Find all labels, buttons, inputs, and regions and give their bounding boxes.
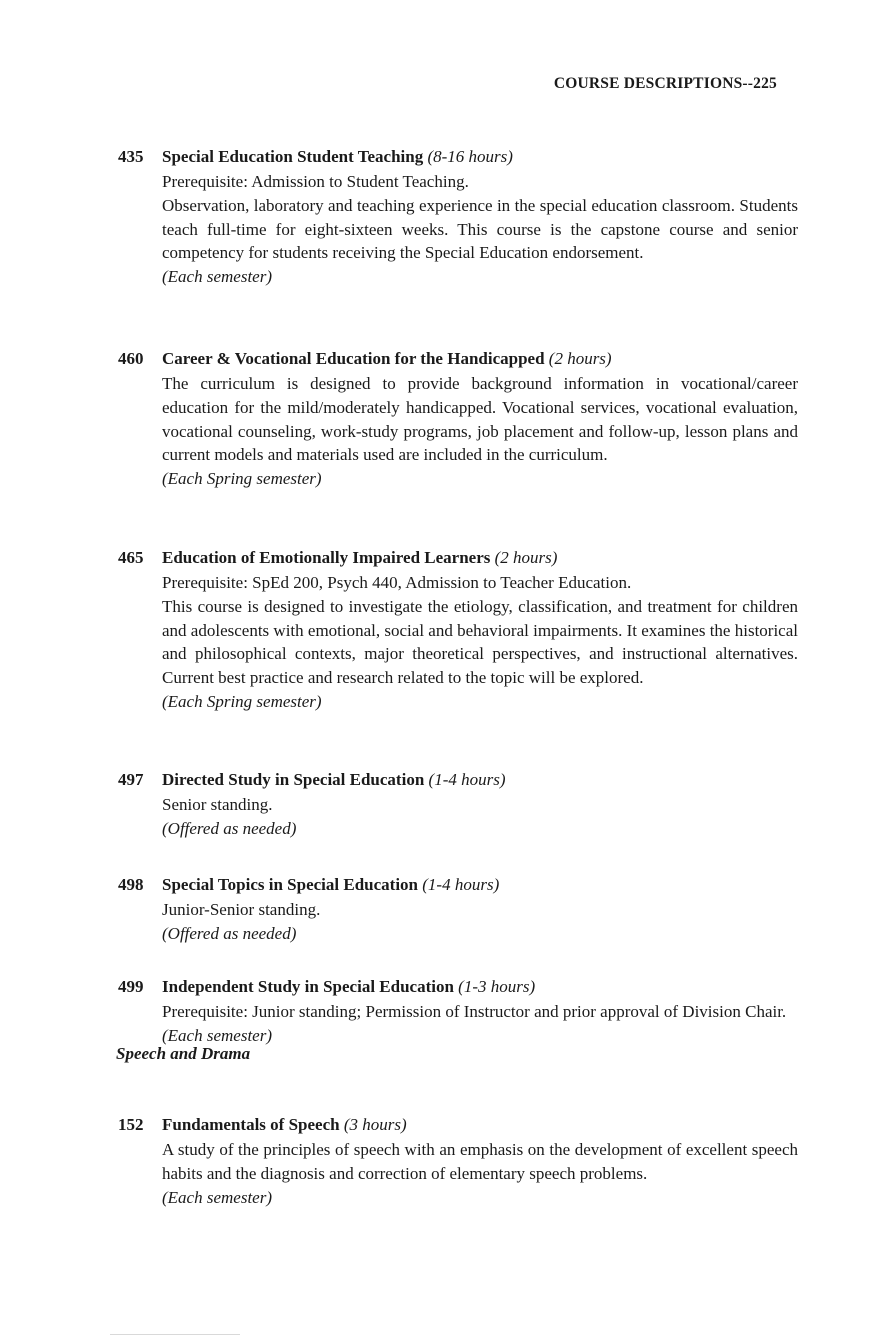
- course-hours: (2 hours): [494, 548, 558, 567]
- course-title: Directed Study in Special Education: [162, 770, 425, 789]
- course-title: Career & Vocational Education for the Handicapped: [162, 349, 545, 368]
- course-entry: [118, 144, 798, 289]
- course-description: The curriculum is designed to provide background information in vocational/career education for the mild/moderately handicapped. Vocational services, vocational evaluation, vocational counseling, work-study programs, job placement and follow-up, lesson plans and current models and materials used are included in the curriculum.: [162, 374, 798, 465]
- course-offered: (Each Spring semester): [162, 691, 322, 711]
- course-number: 152: [118, 1115, 144, 1134]
- course-offered: (Offered as needed): [162, 818, 297, 838]
- course-title: Independent Study in Special Education: [162, 977, 454, 996]
- course-number: 499: [118, 977, 144, 996]
- running-head: COURSE DESCRIPTIONS--225: [553, 75, 777, 92]
- course-offered: (Each semester): [162, 1187, 272, 1207]
- course-hours: (1-4 hours): [422, 875, 500, 894]
- course-title: Special Education Student Teaching: [162, 147, 424, 166]
- course-title: Special Topics in Special Education: [162, 875, 419, 894]
- course-prerequisite: Prerequisite: Junior standing; Permission of Instructor and prior approval of Division Chair.: [162, 1002, 787, 1021]
- course-entry: [118, 346, 798, 491]
- course-number: 497: [118, 770, 144, 789]
- course-title: Education of Emotionally Impaired Learners: [162, 548, 491, 567]
- course-offered: (Each semester): [162, 267, 272, 287]
- course-hours: (1-3 hours): [458, 977, 536, 996]
- course-entry: [118, 974, 798, 1048]
- course-offered: (Offered as needed): [162, 923, 297, 943]
- course-description: This course is designed to investigate the etiology, classification, and treatment for children and adolescents with emotional, social and behavioral impairments. It examines the historical and philosophical contexts, major theoretical perspectives, and instructional alternatives. Current best practice and research related to the topic will be explored.: [162, 596, 798, 688]
- course-number: 460: [118, 349, 144, 368]
- course-hours: (8-16 hours): [427, 147, 513, 166]
- course-offered: (Each semester): [162, 1025, 272, 1045]
- course-number: 465: [118, 548, 144, 567]
- course-hours: (2 hours): [548, 349, 612, 368]
- course-entry: [118, 767, 798, 841]
- course-description: Observation, laboratory and teaching experience in the special education classroom. Students teach full-time for eight-sixteen weeks. This course is the capstone course and senior competency for students receiving the Special Education endorsement.: [162, 195, 798, 263]
- course-offered: (Each Spring semester): [162, 469, 322, 489]
- course-number: 435: [118, 147, 144, 166]
- course-entry: [118, 872, 798, 946]
- section-heading: Speech and Drama: [116, 1044, 251, 1063]
- course-prerequisite: Senior standing.: [162, 795, 273, 814]
- course-hours: (3 hours): [343, 1115, 407, 1134]
- course-number: 498: [118, 875, 144, 894]
- course-prerequisite: Junior-Senior standing.: [162, 900, 321, 919]
- course-description: A study of the principles of speech with an emphasis on the development of excellent speech habits and the diagnosis and correction of elementary speech problems.: [162, 1140, 798, 1183]
- footer-rule: [110, 1334, 240, 1335]
- course-entry: [118, 1112, 798, 1209]
- course-prerequisite: Prerequisite: Admission to Student Teaching.: [162, 172, 469, 191]
- course-prerequisite: Prerequisite: SpEd 200, Psych 440, Admission to Teacher Education.: [162, 573, 632, 592]
- course-entry: [118, 545, 798, 714]
- course-hours: (1-4 hours): [428, 770, 506, 789]
- course-title: Fundamentals of Speech: [162, 1115, 340, 1134]
